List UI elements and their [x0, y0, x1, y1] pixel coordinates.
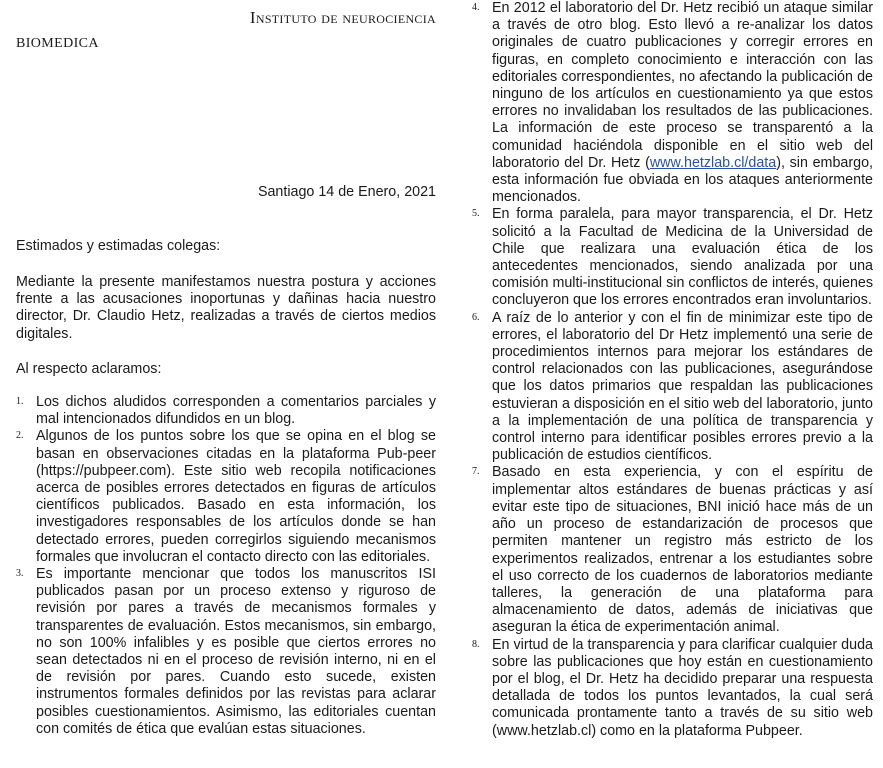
list-item: [472, 464, 873, 636]
item-number: 1.: [16, 396, 24, 407]
institute-name-line1: Instituto de neurociencia: [249, 8, 436, 27]
list-item: [16, 428, 436, 566]
list-item: [472, 0, 873, 206]
item-text: A raíz de lo anterior y con el fin de minimizar este tipo de errores, el laboratorio del Dr Hetz implementó una serie de procedimientos internos para mejorar los estándares de control relacionados con las publicaciones, asegurándose que los datos primarios que respaldan las publicaciones estuvieran a disposición en el sitio web del laboratorio, junto a la implementación de una política de transparencia y control interno para identificar posibles errores previo a la publicación de estudios científicos.: [492, 309, 873, 464]
item-number: 8.: [472, 638, 480, 650]
list-item: [16, 394, 436, 428]
item-number: 7.: [472, 466, 480, 478]
points-list-right: [472, 0, 873, 740]
item-text: Algunos de los puntos sobre los que se opina en el blog se basan en observaciones citadas en la plataforma Pub-peer (https://pubpeer.com). Este sitio web recopila notificaciones acerca de posibles errores detectados en figuras de artículos científicos publicados. Basado en esta información, los investigadores responsables de los artículos donde se han detectado errores, pueden corregirlos siguiendo mecanismos formales que involucran el contacto directo con las editoriales.: [36, 428, 436, 565]
hetzlab-data-link[interactable]: www.hetzlab.cl/data: [649, 154, 777, 171]
item-text: Los dichos aludidos corresponden a comentarios parciales y mal intencionados difundidos en un blog.: [36, 394, 436, 428]
item-number: 5.: [472, 208, 480, 220]
list-item: [472, 637, 873, 740]
item-text: En virtud de la transparencia y para clarificar cualquier duda sobre las publicaciones que hoy están en cuestionamiento por el blog, el Dr. Hetz ha decidido preparar una respuesta detallada de todos los puntos levantados, la cual será comunicada prontamente tanto a través de su sitio web (www.hetzlab.cl) como en la plataforma Pubpeer.: [492, 636, 873, 739]
item-text: Es importante mencionar que todos los manuscritos ISI publicados pasan por un proceso extenso y riguroso de revisión por pares a través de mecanismos formales y transparentes de evaluación. Estos mecanismos, sin embargo, no son 100% infalibles y es posible que ciertos errores no sean detectados ni en el proceso de revisión interno, ni en el de revisión por pares. Cuando esto sucede, existen instrumentos formales definidos por las revistas para aclarar posibles cuestionamientos. Asimismo, las editoriales cuentan con comités de ética que evalúan estas situaciones.: [36, 566, 436, 737]
institute-name-line2: BIOMEDICA: [16, 36, 99, 51]
letter-date: Santiago 14 de Enero, 2021: [257, 184, 436, 200]
list-item: [472, 206, 873, 309]
item-text-before: En 2012 el laboratorio del Dr. Hetz recibió un ataque similar a través de otro blog. Esto llevó a re-analizar los datos originales de cuatro publicaciones y corregir errores en figuras, en completo conocimiento e interacción con las editoriales correspondientes, no afectando la publicación de ninguno de los artículos en cuestionamiento ya que estos errores no invalidaban los resultados de las publicaciones. La información de este proceso se transparentó a la comunidad haciéndola disponible en el sitio web del laboratorio del Dr. Hetz (: [492, 0, 873, 171]
item-text-after: ), sin embargo, esta información fue obviada en los ataques anteriormente mencionados.: [492, 154, 873, 206]
greeting: Estimados y estimadas colegas:: [16, 238, 221, 254]
item-text: Basado en esta experiencia, y con el espíritu de implementar altos estándares de buenas prácticas y así evitar este tipo de situaciones, BNI inició hace más de un año un proceso de estandarización de procesos que permiten mantener un registro más estricto de los experimentos realizados, entrenar a los estudiantes sobre el uso correcto de los cuadernos de laboratorios mediante talleres, la generación de una plataforma para almacenamiento de datos, además de iniciativas que aseguran la ética de experimentación animal.: [492, 464, 873, 636]
item-text: [492, 0, 873, 206]
item-number: 3.: [16, 568, 24, 580]
list-item: [472, 310, 873, 465]
clarification-heading: Al respecto aclaramos:: [16, 361, 162, 377]
item-number: 2.: [16, 430, 24, 442]
intro-paragraph: Mediante la presente manifestamos nuestra postura y acciones frente a las acusaciones inoportunas y dañinas hacia nuestro director, Dr. Claudio Hetz, realizadas a través de ciertos medios digitales.: [16, 274, 436, 342]
item-number: 4.: [472, 2, 480, 13]
item-text: En forma paralela, para mayor transparencia, el Dr. Hetz solicitó a la Facultad de Medicina de la Universidad de Chile que realizara una evaluación ética de los antecedentes mencionados, siendo analizada por una comisión multi-institucional sin conflictos de interés, quienes concluyeron que los errores encontrados eran involuntarios.: [492, 206, 873, 309]
points-list-left: [16, 394, 436, 738]
item-number: 6.: [472, 311, 480, 323]
list-item: [16, 566, 436, 738]
